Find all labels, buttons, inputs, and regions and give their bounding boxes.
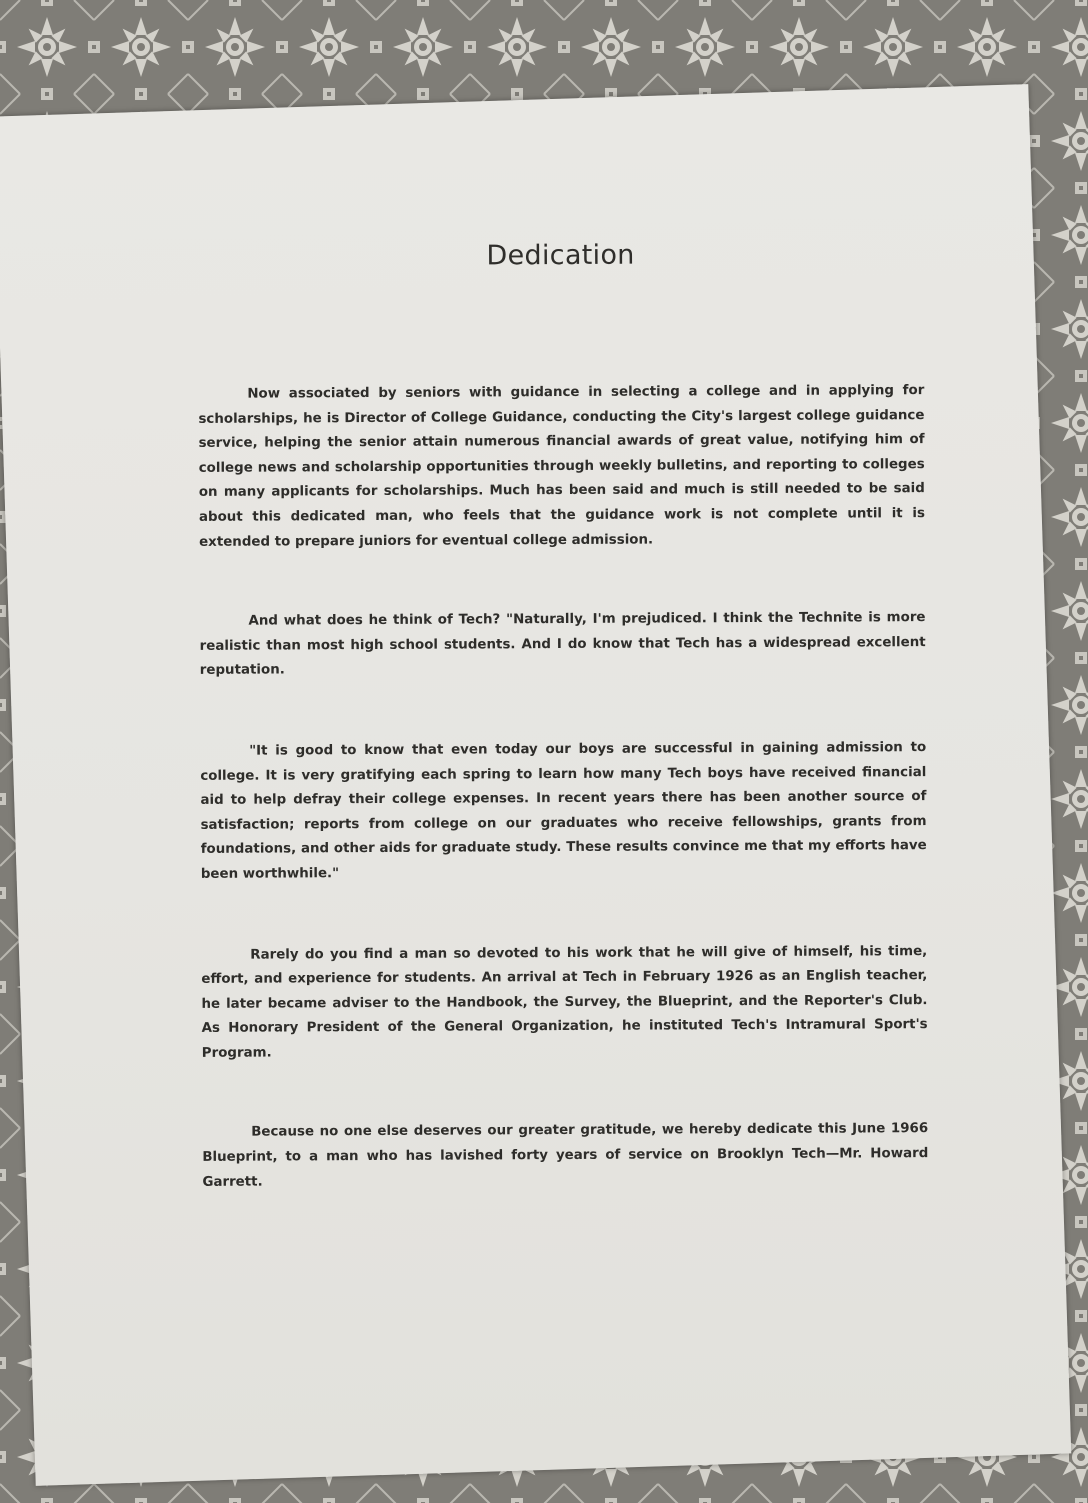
- page-title: Dedication: [486, 239, 635, 272]
- paragraph-opinion: And what does he think of Tech? "Naturally, I'm prejudiced. I think the Technite is more realistic than most high school students. And I do know that Tech has a widespread excellent reputation.: [199, 610, 926, 679]
- paragraph-quote: "It is good to know that even today our boys are successful in gaining admission to college. It is very gratifying each spring to learn how many Tech boys have received financial aid to help defray their college expenses. In recent years there has been another source of satisfaction; reports from college on our graduates who receive fellowships, grants from foundations, and other aids for graduate study. These results convince me that my efforts have been worthwhile.": [200, 740, 927, 882]
- paragraph-guidance: Now associated by seniors with guidance in selecting a college and in applying for scholarships, he is Director of College Guidance, conducting the City's largest college guidance service, helping the senior attain numerous financial awards of great value, notifying him of college news and scholarship opportunities through weekly bulletins, and reporting to colleges on many applicants for scholarships. Much has been said and much is still needed to be said about this dedicated man, who feels that the guidance work is not complete until it is extended to prepare juniors for eventual college admission.: [198, 383, 925, 550]
- paragraph-career: Rarely do you find a man so devoted to his work that he will give of himself, his time, effort, and experience for students. An arrival at Tech in February 1926 as an English teacher, he later became adviser to the Handbook, the Survey, the Blueprint, and the Reporter's Club. As Honorary President of the General Organization, he instituted Tech's Intramural Sport's Program.: [201, 943, 928, 1061]
- dedication-content: [198, 238, 929, 1195]
- paragraph-dedication: Because no one else deserves our greater gratitude, we hereby dedicate this June 1966 Blueprint, to a man who has lavished forty years of service on Brooklyn Tech—Mr. Howard Garrett.: [202, 1121, 929, 1190]
